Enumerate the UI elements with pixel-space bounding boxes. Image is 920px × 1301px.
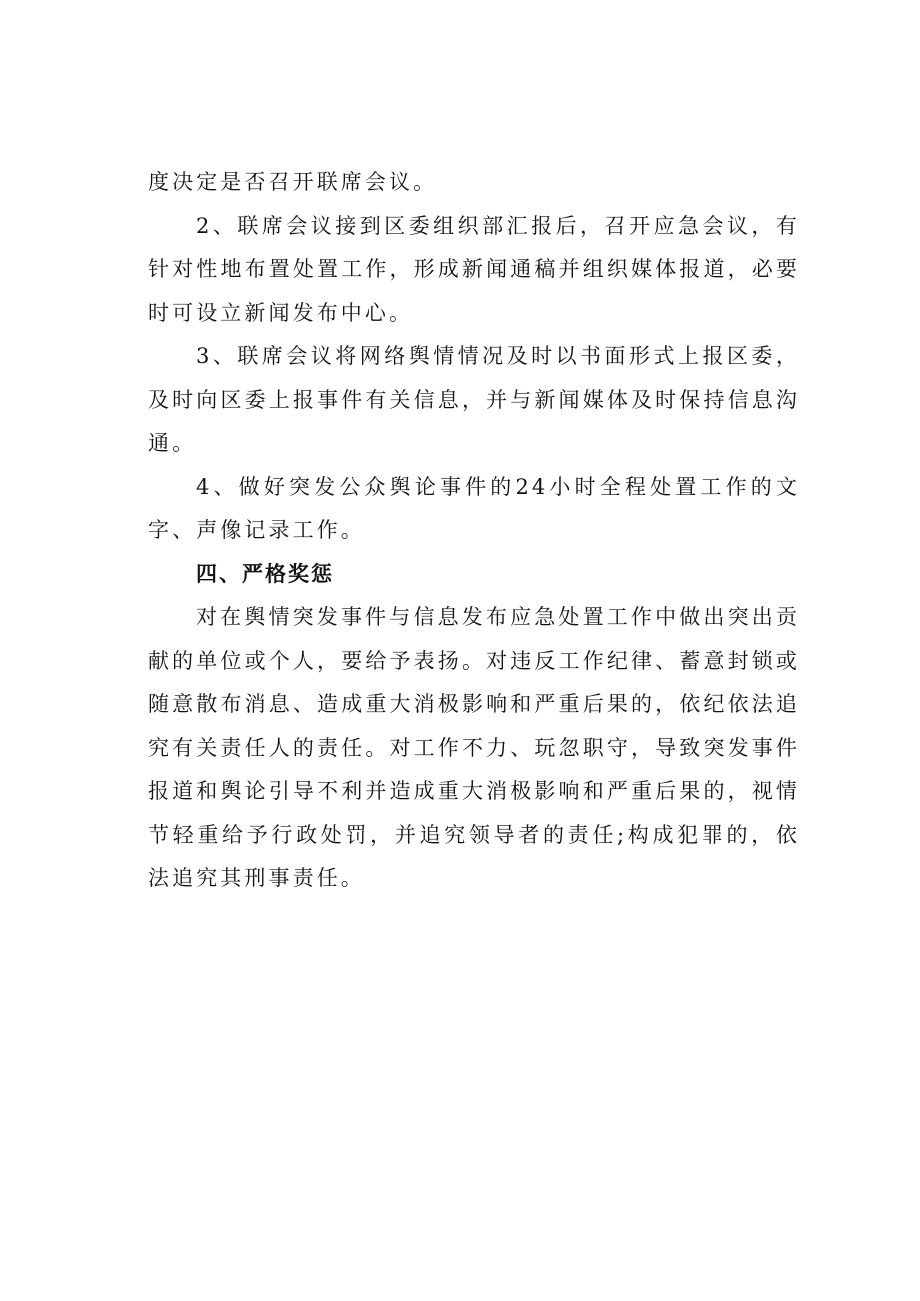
paragraph-item-2: 2、联席会议接到区委组织部汇报后，召开应急会议，有针对性地布置处置工作，形成新闻通稿并组织媒体报道，必要时可设立新闻发布中心。 (148, 213, 800, 325)
paragraph-continuation: 度决定是否召开联席会议。 (148, 170, 438, 194)
paragraph-item-4: 4、做好突发公众舆论事件的24小时全程处置工作的文字、声像记录工作。 (148, 474, 800, 542)
section-heading-rewards-penalties: 四、严格奖惩 (196, 561, 334, 586)
paragraph-item-3: 3、联席会议将网络舆情情况及时以书面形式上报区委，及时向区委上报事件有关信息，并与新闻媒体及时保持信息沟通。 (148, 344, 800, 455)
document-body (148, 161, 800, 901)
paragraph-rewards-penalties: 对在舆情突发事件与信息发布应急处置工作中做出突出贡献的单位或个人，要给予表扬。对违反工作纪律、蓄意封锁或随意散布消息、造成重大消极影响和严重后果的，依纪依法追究有关责任人的责任。对工作不力、玩忽职守，导致突发事件报道和舆论引导不利并造成重大消极影响和严重后果的，视情节轻重给予行政处罚，并追究领导者的责任;构成犯罪的，依法追究其刑事责任。 (148, 605, 800, 890)
